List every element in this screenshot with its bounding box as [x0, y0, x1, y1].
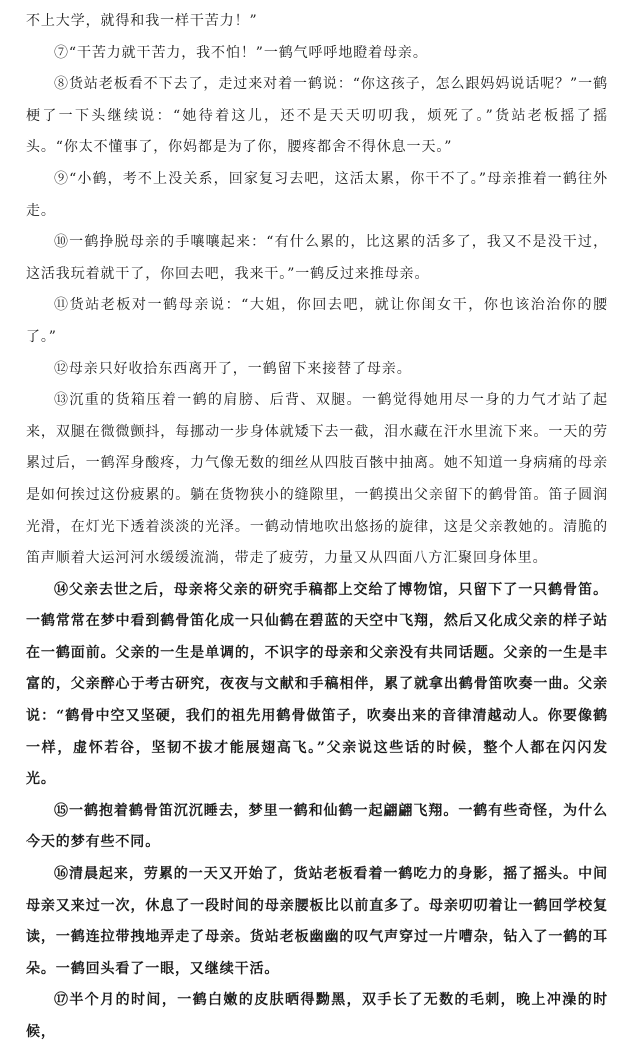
paragraph-16: ⑯清晨起来，劳累的一天又开始了，货站老板看着一鹤吃力的身影，摇了摇头。中间母亲又来过一次，休息了一段时间的母亲腰板比以前直多了。母亲叨叨着让一鹤回学校复读，一鹤连拉带拽地弄走了母亲。货站老板幽幽的叹气声穿过一片嘈杂，钻入了一鹤的耳朵。一鹤回头看了一眼，又继续干活。: [26, 866, 608, 977]
paragraph-8: ⑧货站老板看不下去了，走过来对着一鹤说：“你这孩子，怎么跟妈妈说话呢？”一鹤梗了一下头继续说：“她待着这儿，还不是天天叨叨我，烦死了。”货站老板摇了摇头。“你太不懂事了，你妈都是为了你，腰疼都舍不得休息一天。”: [26, 76, 608, 156]
paragraph-14: ⑭父亲去世之后，母亲将父亲的研究手稿都上交给了博物馆，只留下了一只鹤骨笛。一鹤常常在梦中看到鹤骨笛化成一只仙鹤在碧蓝的天空中飞翔，然后又化成父亲的样子站在一鹤面前。父亲的一生是单调的，不识字的母亲和父亲没有共同话题。父亲的一生是丰富的，父亲醉心于考古研究，夜夜与文献和手稿相伴，累了就拿出鹤骨笛吹奏一曲。父亲说：“鹤骨中空又坚硬，我们的祖先用鹤骨做笛子，吹奏出来的音律清越动人。你要像鹤一样，虚怀若谷，坚韧不拔才能展翅高飞。”父亲说这些话的时候，整个人都在闪闪发光。: [26, 581, 608, 788]
paragraph-15: ⑮一鹤抱着鹤骨笛沉沉睡去，梦里一鹤和仙鹤一起翩翩飞翔。一鹤有些奇怪，为什么今天的梦有些不同。: [26, 802, 608, 851]
paragraph-10: ⑩一鹤挣脱母亲的手嚷嚷起来：“有什么累的，比这累的活多了，我又不是没干过，这活我玩着就干了，你回去吧，我来干。”一鹤反过来推母亲。: [26, 234, 608, 282]
paragraph-6-end: 不上大学，就得和我一样干苦力！”: [26, 13, 258, 29]
paragraph-12: ⑫母亲只好收拾东西离开了，一鹤留下来接替了母亲。: [54, 360, 412, 377]
paragraph-9: ⑨“小鹤，考不上没关系，回家复习去吧，这活太累，你干不了。”母亲推着一鹤往外走。: [26, 170, 608, 219]
paragraph-11: ⑪货站老板对一鹤母亲说：“大姐，你回去吧，就让你闺女干，你也该治治你的腰了。”: [26, 297, 608, 345]
paragraph-17-start: ⑰半个月的时间，一鹤白嫩的皮肤晒得黝黑，双手长了无数的毛刺，晚上冲澡的时候，: [26, 992, 608, 1040]
paragraph-13: ⑬沉重的货箱压着一鹤的肩膀、后背、双腿。一鹤觉得她用尽一身的力气才站了起来，双腿在微微颤抖，每挪动一步身体就矮下去一截，泪水藏在汗水里流下来。一天的劳累过后，一鹤浑身酸疼，力气像无数的细丝从四肢百骸中抽离。她不知道一身病痛的母亲是如何挨过这份疲累的。躺在货物狭小的缝隙里，一鹤摸出父亲留下的鹤骨笛。笛子圆润光滑，在灯光下透着淡淡的光泽。一鹤动情地吹出悠扬的旋律，这是父亲教她的。清脆的笛声顺着大运河河水缓缓流淌，带走了疲劳，力量又从四面八方汇聚回身体里。: [26, 392, 608, 567]
paragraph-7: ⑦“干苦力就干苦力，我不怕！”一鹤气呼呼地瞪着母亲。: [54, 44, 428, 61]
